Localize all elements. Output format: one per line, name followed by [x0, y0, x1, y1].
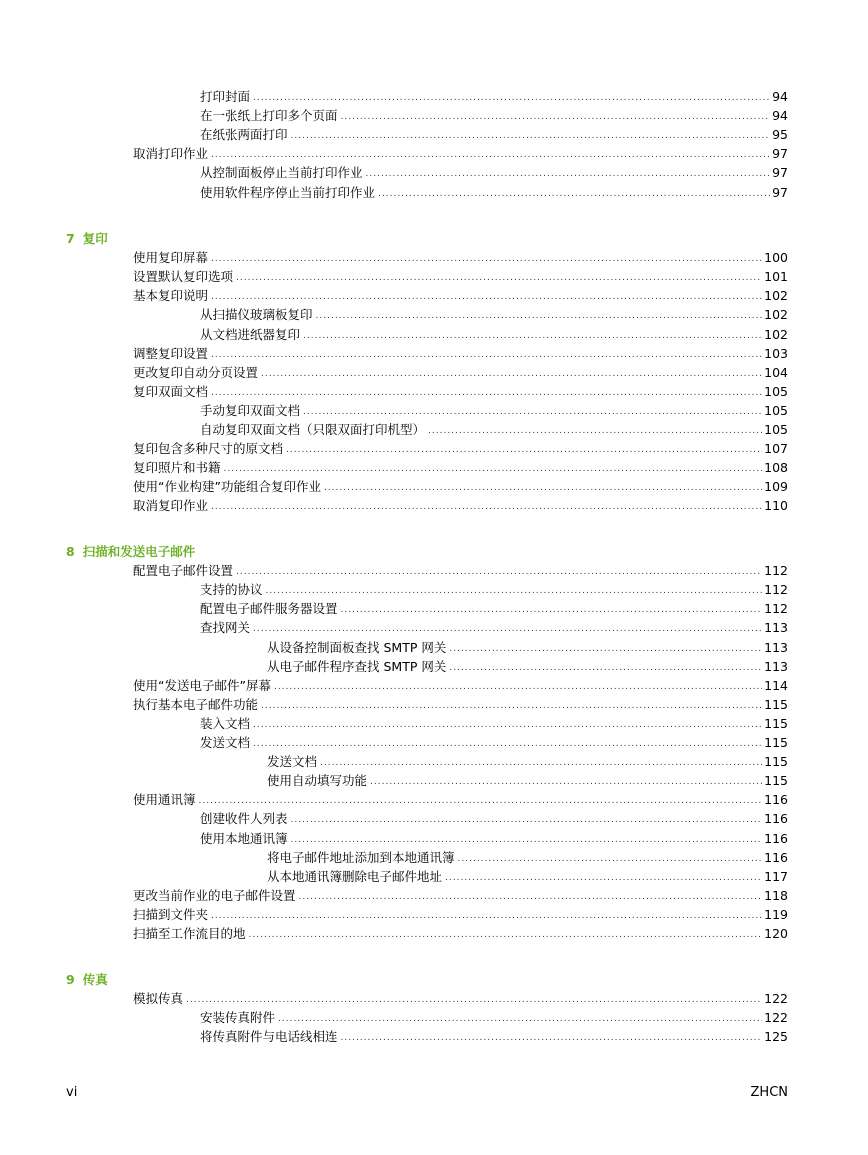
chapter-number: 8: [66, 544, 75, 559]
toc-entry-page: 112: [764, 601, 788, 617]
toc-entry-page: 102: [764, 288, 788, 304]
toc-entry-title: 安装传真附件: [200, 1010, 276, 1026]
toc-entry-page: 115: [764, 773, 788, 789]
toc-entry[interactable]: [200, 1027, 788, 1046]
toc-entry[interactable]: [267, 867, 788, 886]
toc-entry-page: 105: [764, 402, 788, 418]
toc-entry-page: 113: [764, 639, 788, 655]
toc-entry-title: 自动复印双面文档（只限双面打印机型）: [200, 422, 426, 437]
toc-entry-title: 装入文档: [200, 715, 251, 731]
toc-entry-page: 115: [764, 696, 788, 712]
chapter-title: 复印: [82, 231, 108, 246]
toc-entry-page: 114: [764, 677, 788, 693]
chapter-number: 9: [66, 972, 75, 987]
toc-entry[interactable]: [133, 144, 788, 163]
toc-entry-title: 设置默认复印选项: [133, 269, 234, 285]
toc-entry-page: 116: [764, 849, 788, 865]
toc-entry-page: 110: [764, 498, 788, 514]
toc-entry[interactable]: [267, 752, 788, 771]
toc-entry-title: 从本地通讯簿删除电子邮件地址: [267, 868, 443, 884]
toc-entry-page: 116: [764, 792, 788, 808]
toc-entry[interactable]: [267, 638, 788, 657]
toc-entry-page: 116: [764, 830, 788, 846]
dot-leader: [341, 1029, 763, 1048]
toc-entry[interactable]: [200, 401, 788, 420]
toc-entry[interactable]: [133, 344, 788, 363]
toc-entry-title: 查找网关: [200, 620, 251, 636]
toc-entry-title: 发送文档: [267, 754, 318, 770]
toc-entry-title: 复印双面文档: [133, 383, 209, 399]
toc-entry[interactable]: [200, 420, 788, 439]
toc-entry-title: 复印照片和书籍: [133, 460, 221, 476]
toc-entry[interactable]: [133, 477, 788, 496]
chapter-heading[interactable]: [66, 970, 108, 989]
toc-entry-title: 使用自动填写功能: [267, 773, 368, 789]
toc-entry[interactable]: [200, 733, 788, 752]
toc-entry-page: 107: [764, 441, 788, 457]
toc-entry[interactable]: [200, 714, 788, 733]
toc-entry[interactable]: [133, 458, 788, 477]
toc-entry[interactable]: [267, 848, 788, 867]
toc-entry-title: 配置电子邮件服务器设置: [200, 601, 338, 617]
toc-entry-page: 94: [772, 89, 788, 104]
toc-entry[interactable]: [133, 676, 788, 695]
toc-entry-title: 执行基本电子邮件功能: [133, 696, 259, 712]
toc-entry[interactable]: [200, 599, 788, 618]
toc-entry[interactable]: [200, 618, 788, 637]
chapter-title: 扫描和发送电子邮件: [82, 544, 196, 559]
toc-entry[interactable]: [133, 905, 788, 924]
toc-entry-page: 102: [764, 326, 788, 342]
toc-entry-page: 115: [764, 735, 788, 750]
chapter-number: 7: [66, 231, 75, 246]
toc-entry-title: 将电子邮件地址添加到本地通讯簿: [267, 849, 455, 865]
footer-page-number: vi: [66, 1085, 78, 1100]
toc-entry[interactable]: [200, 106, 788, 125]
toc-entry-title: 使用复印屏幕: [133, 250, 209, 266]
toc-entry-page: 118: [764, 887, 788, 903]
toc-entry-page: 112: [764, 582, 788, 598]
toc-entry-title: 使用“发送电子邮件”屏幕: [133, 677, 271, 693]
toc-entry-title: 从控制面板停止当前打印作业: [200, 165, 363, 181]
toc-entry-title: 从扫描仪玻璃板复印: [200, 307, 313, 323]
toc-entry-title: 复印包含多种尺寸的原文档: [133, 441, 284, 457]
toc-entry-title: 支持的协议: [200, 582, 263, 598]
toc-entry-page: 125: [764, 1029, 788, 1045]
toc-entry[interactable]: [133, 267, 788, 286]
toc-entry[interactable]: [200, 125, 788, 144]
toc-entry-title: 创建收件人列表: [200, 811, 288, 827]
toc-entry-title: 从设备控制面板查找 SMTP 网关: [267, 639, 447, 655]
toc-entry-page: 120: [764, 926, 788, 941]
toc-entry-page: 100: [764, 250, 788, 266]
toc-entry-page: 97: [772, 184, 788, 200]
toc-entry-page: 105: [764, 383, 788, 399]
toc-entry[interactable]: [133, 363, 788, 382]
toc-entry[interactable]: [200, 580, 788, 599]
toc-entry-title: 从电子邮件程序查找 SMTP 网关: [267, 658, 447, 674]
toc-entry-title: 从文档进纸器复印: [200, 326, 301, 342]
toc-entry-title: 更改复印自动分页设置: [133, 364, 259, 380]
toc-entry[interactable]: [267, 657, 788, 676]
toc-entry-page: 94: [772, 108, 788, 124]
toc-entry-title: 使用本地通讯簿: [200, 830, 288, 846]
toc-entry-page: 101: [764, 269, 788, 285]
toc-entry[interactable]: [133, 286, 788, 305]
toc-entry-title: 配置电子邮件设置: [133, 563, 234, 579]
dot-leader: [378, 185, 770, 204]
toc-entry-title: 扫描至工作流目的地: [133, 926, 246, 941]
toc-entry[interactable]: [200, 305, 788, 324]
toc-entry[interactable]: [133, 695, 788, 714]
toc-entry-title: 调整复印设置: [133, 345, 209, 361]
toc-entry-page: 112: [764, 563, 788, 579]
dot-leader: [249, 926, 763, 945]
toc-entry[interactable]: [200, 1008, 788, 1027]
toc-entry-page: 119: [764, 906, 788, 922]
toc-entry-title: 使用软件程序停止当前打印作业: [200, 184, 376, 200]
toc-entry-title: 手动复印双面文档: [200, 402, 301, 418]
toc-entry-title: 取消复印作业: [133, 498, 209, 514]
toc-entry-page: 116: [764, 811, 788, 827]
toc-entry[interactable]: [200, 87, 788, 106]
toc-entry-page: 97: [772, 146, 788, 162]
toc-entry[interactable]: [133, 886, 788, 905]
toc-entry-page: 95: [772, 127, 788, 143]
toc-entry[interactable]: [200, 183, 788, 202]
toc-entry[interactable]: [133, 561, 788, 580]
toc-entry-page: 113: [764, 620, 788, 636]
toc-entry[interactable]: [133, 924, 788, 943]
toc-entry[interactable]: [133, 382, 788, 401]
toc-entry[interactable]: [200, 809, 788, 828]
toc-entry-title: 基本复印说明: [133, 288, 209, 304]
chapter-heading[interactable]: [66, 542, 195, 561]
toc-entry[interactable]: [267, 771, 788, 790]
toc-entry[interactable]: [200, 325, 788, 344]
toc-entry-page: 105: [764, 422, 788, 437]
toc-entry[interactable]: [133, 248, 788, 267]
toc-entry-page: 117: [764, 868, 788, 884]
toc-entry-page: 115: [764, 715, 788, 731]
toc-entry-title: 在纸张两面打印: [200, 127, 288, 143]
toc-entry-title: 在一张纸上打印多个页面: [200, 108, 338, 124]
toc-entry-title: 取消打印作业: [133, 146, 209, 162]
toc-entry-page: 102: [764, 307, 788, 323]
toc-entry-page: 97: [772, 165, 788, 181]
toc-entry-title: 模拟传真: [133, 991, 184, 1007]
toc-entry[interactable]: [200, 163, 788, 182]
toc-entry-page: 108: [764, 460, 788, 476]
toc-entry-page: 109: [764, 479, 788, 495]
toc-entry[interactable]: [133, 790, 788, 809]
toc-entry-title: 打印封面: [200, 89, 251, 104]
chapter-title: 传真: [82, 972, 108, 987]
toc-entry-page: 103: [764, 345, 788, 361]
footer-locale: ZHCN: [750, 1085, 788, 1100]
toc-entry-title: 使用“作业构建”功能组合复印作业: [133, 479, 321, 495]
toc-entry-title: 发送文档: [200, 735, 251, 750]
chapter-heading[interactable]: [66, 229, 108, 248]
toc-entry-title: 使用通讯簿: [133, 792, 196, 808]
toc-entry[interactable]: [133, 989, 788, 1008]
toc-entry[interactable]: [200, 829, 788, 848]
toc-entry-title: 扫描到文件夹: [133, 906, 209, 922]
toc-entry-title: 将传真附件与电话线相连: [200, 1029, 338, 1045]
toc-entry-page: 113: [764, 658, 788, 674]
toc-entry-page: 115: [764, 754, 788, 770]
toc-entry-title: 更改当前作业的电子邮件设置: [133, 887, 296, 903]
toc-entry-page: 122: [764, 991, 788, 1007]
dot-leader: [211, 498, 762, 517]
toc-entry-page: 122: [764, 1010, 788, 1026]
toc-entry-page: 104: [764, 364, 788, 380]
toc-entry[interactable]: [133, 496, 788, 515]
toc-entry[interactable]: [133, 439, 788, 458]
